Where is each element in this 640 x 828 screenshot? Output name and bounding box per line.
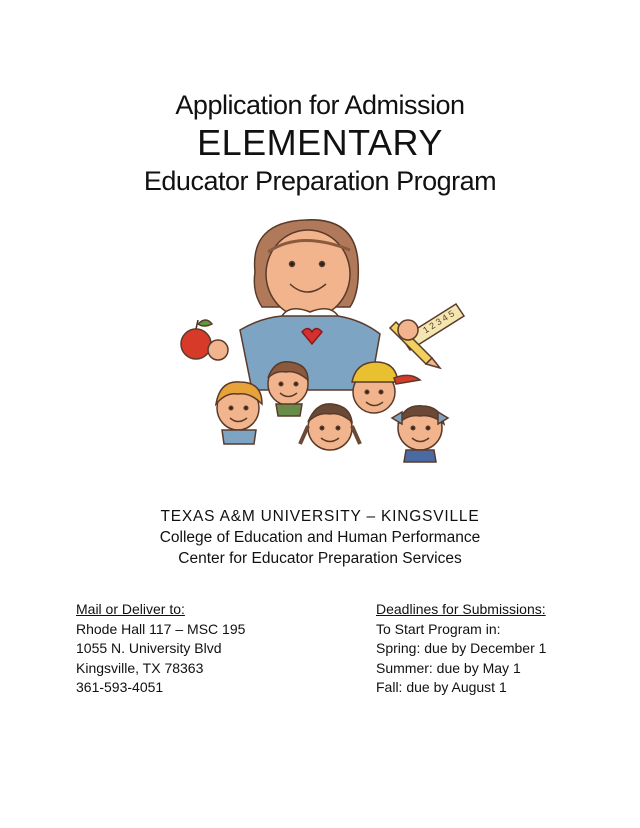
- title-line-1: Application for Admission: [175, 90, 465, 120]
- title-line-3: Educator Preparation Program: [143, 166, 497, 196]
- teacher-with-children-icon: [170, 212, 470, 468]
- mail-heading: Mail or Deliver to:: [76, 601, 185, 617]
- mail-line: 361-593-4051: [76, 679, 164, 695]
- deadline-line: To Start Program in:: [376, 620, 501, 637]
- mail-line: Kingsville, TX 78363: [76, 659, 204, 676]
- title-line-2: ELEMENTARY: [197, 122, 443, 163]
- deadline-line: Spring: due by December 1: [376, 640, 547, 656]
- deadlines-block: [376, 600, 546, 698]
- university-name: TEXAS A&M UNIVERSITY – KINGSVILLE: [160, 508, 480, 525]
- mail-address-block: [76, 600, 245, 698]
- mail-line: Rhode Hall 117 – MSC 195: [76, 620, 246, 637]
- deadlines-heading: Deadlines for Submissions:: [376, 601, 546, 617]
- center-name: Center for Educator Preparation Services: [178, 550, 462, 567]
- title-block: [0, 88, 640, 198]
- deadline-line: Fall: due by August 1: [376, 679, 507, 695]
- mail-line: 1055 N. University Blvd: [76, 640, 222, 656]
- college-name: College of Education and Human Performance: [159, 529, 481, 546]
- university-block: [0, 506, 640, 569]
- ruler-text: 1 2 3 4 5: [421, 308, 457, 336]
- deadline-line: Summer: due by May 1: [376, 659, 521, 676]
